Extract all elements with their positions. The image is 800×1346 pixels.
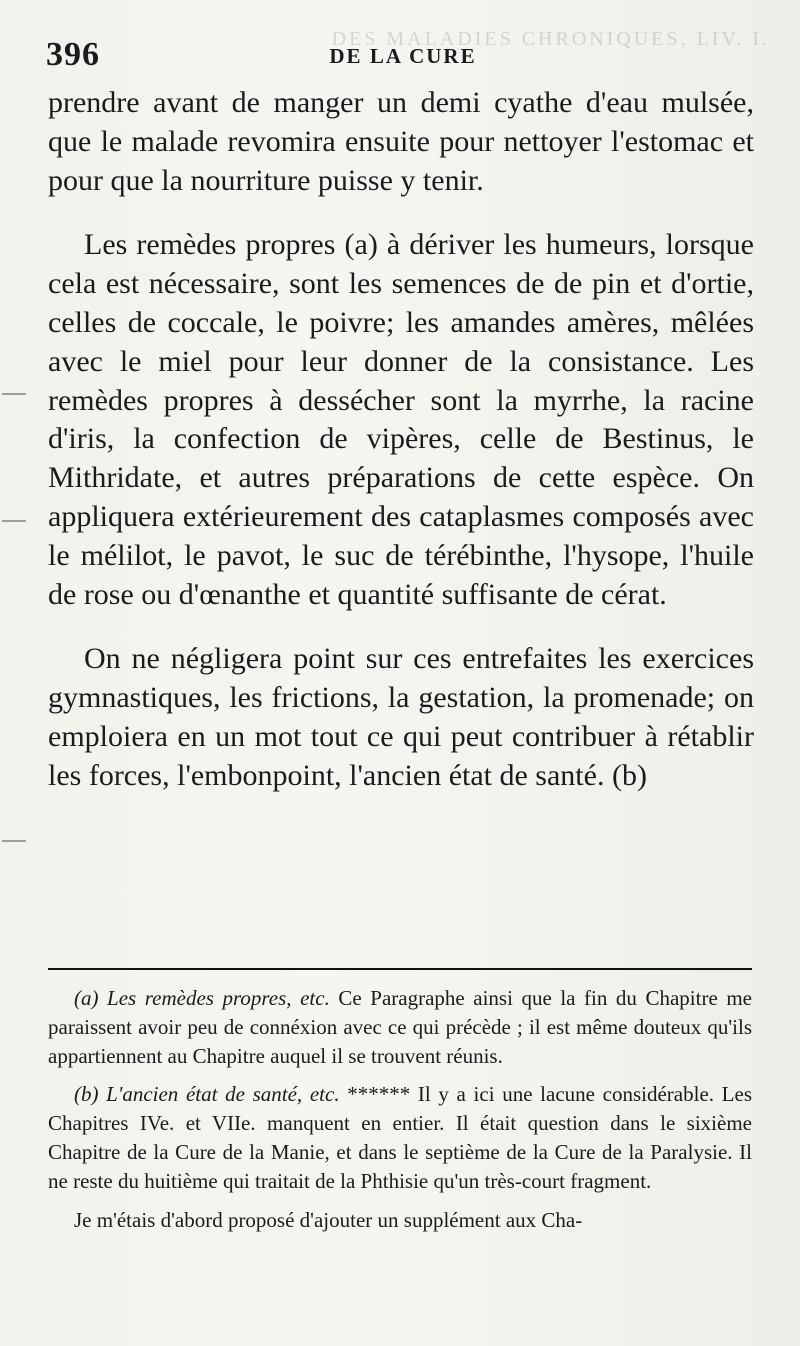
- page-header: [46, 28, 770, 80]
- footnote-b: [48, 1080, 752, 1195]
- page-number: 396: [46, 36, 100, 73]
- margin-mark: [2, 520, 26, 522]
- footnote-b-text: ****** Il y a ici une lacune considérable. Les Chapitres IVe. et VIIe. manquent en entier. Il était question dans le sixième Chapitre de la Cure de la Manie, et dans le septième de la Cure de la Paralysie. Il ne reste du huitième qui traitait de la Phthisie qu'un très-court fragment.: [48, 1082, 752, 1193]
- footnote-continuation: [48, 1206, 752, 1235]
- footnote-a-lead: (a) Les remèdes propres, etc.: [74, 986, 330, 1010]
- footnote-b-lead: (b) L'ancien état de santé, etc.: [74, 1082, 340, 1107]
- running-title: DE LA CURE: [329, 44, 477, 68]
- paragraph-exercises: On ne négligera point sur ces entrefaites les exercices gymnastiques, les frictions, la gestation, la promenade; on emploiera en un mot tout ce qui peut contribuer à rétablir les forces, l'embonpoint, l'ancien état de santé. (b): [48, 642, 754, 792]
- footnote-a-text: Ce Paragraphe ainsi que la fin du Chapitre me paraissent avoir peu de connéxion avec ce qui précède ; il est même douteux qu'ils appartiennent au Chapitre auquel il se trouvent réunis.: [48, 986, 753, 1068]
- footnotes: [48, 984, 752, 1234]
- margin-mark: [2, 840, 26, 842]
- bleed-through-heading: DES MALADIES CHRONIQUES, LIV. I.: [331, 28, 770, 50]
- footnote-a: [48, 984, 752, 1070]
- footnote-rule: [48, 968, 752, 970]
- main-text: [48, 84, 754, 796]
- margin-mark: [2, 393, 26, 395]
- paragraph-remedies: Les remèdes propres (a) à dériver les humeurs, lorsque cela est nécessaire, sont les semences de de pin et d'ortie, celles de coccale, le poivre; les amandes amères, mêlées avec le miel pour leur donner de la consistance. Les remèdes propres à dessécher sont la myrrhe, la racine d'iris, la confection de vipères, celle de Bestinus, le Mithridate, et autres préparations de cette espèce. On appliquera extérieurement des cataplasmes composés avec le mélilot, le pavot, le suc de térébinthe, l'hysope, l'huile de rose ou d'œnanthe et quantité suffisante de cérat.: [48, 228, 754, 611]
- footnote-continuation-text: Je m'étais d'abord proposé d'ajouter un supplément aux Cha-: [74, 1207, 583, 1232]
- paragraph-continuation: prendre avant de manger un demi cyathe d'eau mulsée, que le malade revomira ensuite pour nettoyer l'estomac et pour que la nourriture puisse y tenir.: [48, 86, 754, 197]
